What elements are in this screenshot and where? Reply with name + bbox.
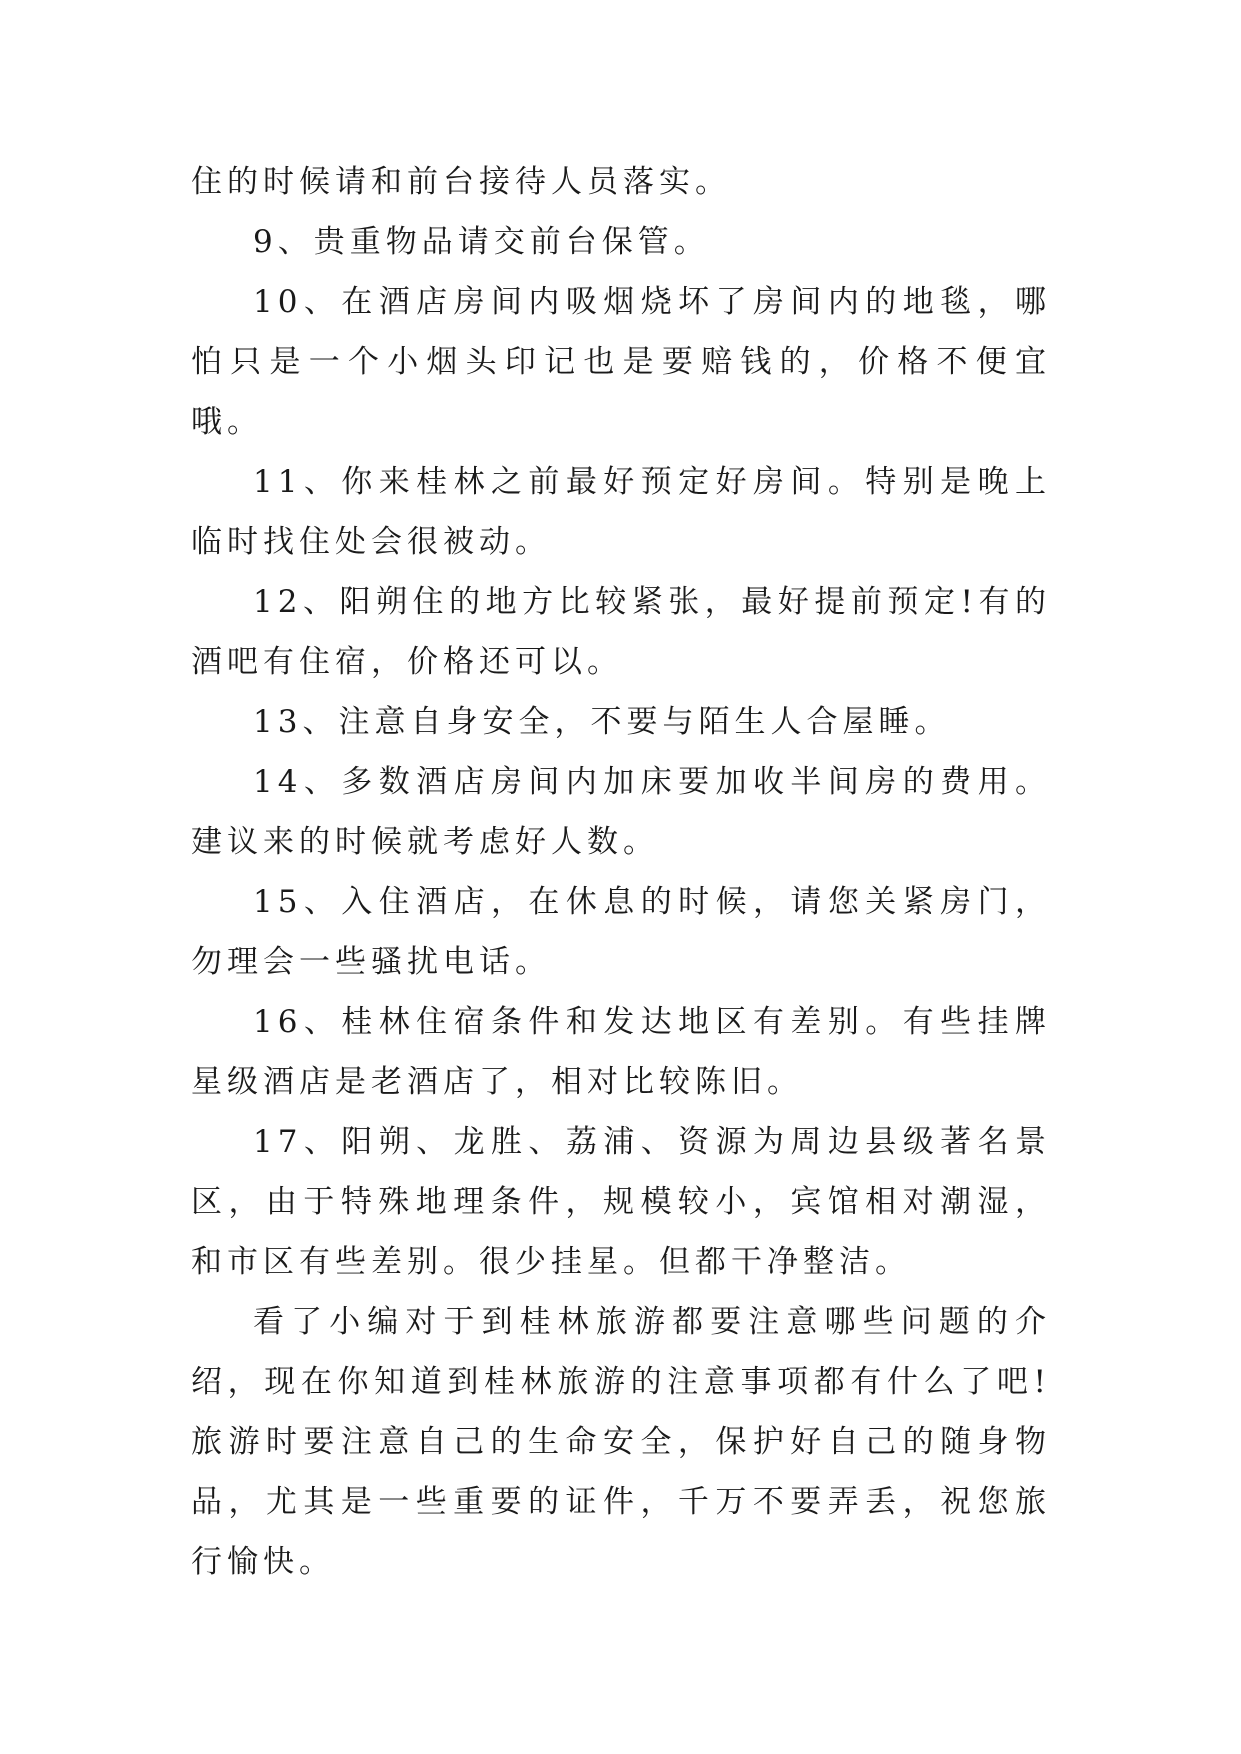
paragraph-item-11: 11、你来桂林之前最好预定好房间。特别是晚上临时找住处会很被动。 <box>191 464 1051 560</box>
document-body <box>191 152 1051 1592</box>
paragraph-item-13: 13、注意自身安全，不要与陌生人合屋睡。 <box>253 704 951 740</box>
paragraph-item-16: 16、桂林住宿条件和发达地区有差别。有些挂牌星级酒店是老酒店了，相对比较陈旧。 <box>191 1004 1051 1100</box>
paragraph-item-9: 9、贵重物品请交前台保管。 <box>253 224 710 260</box>
paragraph-item-12: 12、阳朔住的地方比较紧张，最好提前预定!有的酒吧有住宿，价格还可以。 <box>191 584 1051 680</box>
paragraph-item-10: 10、在酒店房间内吸烟烧坏了房间内的地毯，哪怕只是一个小烟头印记也是要赔钱的，价格不便宜哦。 <box>191 284 1051 440</box>
paragraph-item-14: 14、多数酒店房间内加床要加收半间房的费用。建议来的时候就考虑好人数。 <box>191 764 1051 860</box>
paragraph-item-17: 17、阳朔、龙胜、荔浦、资源为周边县级著名景区，由于特殊地理条件，规模较小，宾馆相对潮湿，和市区有些差别。很少挂星。但都干净整洁。 <box>191 1124 1051 1280</box>
paragraph-conclusion: 看了小编对于到桂林旅游都要注意哪些问题的介绍，现在你知道到桂林旅游的注意事项都有什么了吧!旅游时要注意自己的生命安全，保护好自己的随身物品，尤其是一些重要的证件，千万不要弄丢，祝您旅行愉快。 <box>191 1304 1051 1580</box>
paragraph-item-15: 15、入住酒店，在休息的时候，请您关紧房门，勿理会一些骚扰电话。 <box>191 884 1051 980</box>
paragraph-continuation: 住的时候请和前台接待人员落实。 <box>191 164 731 200</box>
